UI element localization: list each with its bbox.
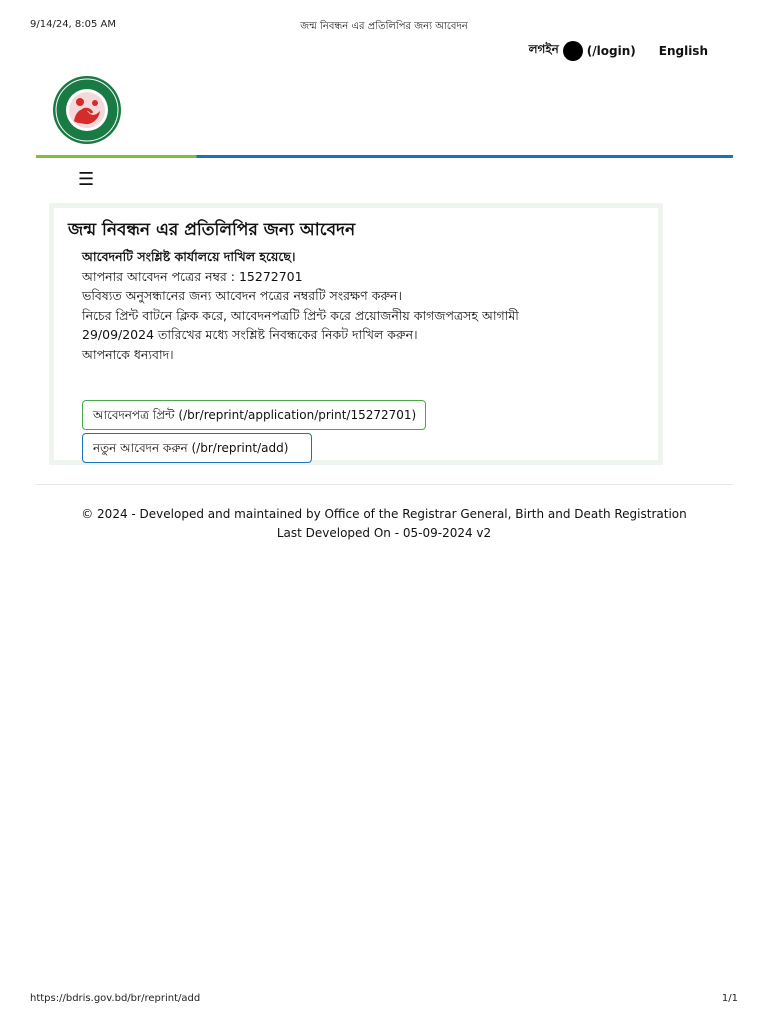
menu-icon[interactable]: ☰ <box>78 169 95 190</box>
card-title: জন্ম নিবন্ধন এর প্রতিলিপির জন্য আবেদন <box>68 220 356 240</box>
login-link[interactable] <box>529 41 636 61</box>
site-footer <box>0 505 768 543</box>
language-toggle[interactable]: English <box>658 44 708 58</box>
thank-you-text: আপনাকে ধন্যবাদ। <box>82 346 174 362</box>
application-number: আপনার আবেদন পত্রের নম্বর : 15272701 <box>82 268 303 284</box>
new-application-button[interactable]: নতুন আবেদন করুন (/br/reprint/add) <box>82 433 312 463</box>
submitted-notice: আবেদনটি সংশ্লিষ্ট কার্যালয়ে দাখিল হয়েছে। <box>82 249 296 264</box>
save-number-notice: ভবিষ্যত অনুসন্ধানের জন্য আবেদন পত্রের নম্বরটি সংরক্ষণ করুন। <box>82 288 402 303</box>
print-application-button[interactable]: আবেদনপত্র প্রিন্ট (/br/reprint/application/print/15272701) <box>82 400 426 430</box>
deadline-instruction: 29/09/2024 তারিখের মধ্যে সংশ্লিষ্ট নিবন্ধকের নিকট দাখিল করুন। <box>82 327 418 342</box>
confirmation-message <box>82 247 652 364</box>
login-label: লগইন <box>528 42 559 56</box>
bdris-logo[interactable] <box>52 75 122 145</box>
footer-divider <box>36 484 733 485</box>
last-developed-text: Last Developed On - 05-09-2024 v2 <box>276 526 492 540</box>
application-result-card <box>49 203 663 465</box>
top-nav <box>529 41 708 61</box>
seal-logo-icon <box>52 75 122 145</box>
print-datetime: 9/14/24, 8:05 AM <box>30 19 117 30</box>
login-href: (/login) <box>586 44 636 58</box>
print-instruction: নিচের প্রিন্ট বাটনে ক্লিক করে, আবেদনপত্রটি প্রিন্ট করে প্রয়োজনীয় কাগজপত্রসহ আগামী <box>82 307 519 323</box>
print-page-number: 1/1 <box>721 993 738 1004</box>
print-page-title: জন্ম নিবন্ধন এর প্রতিলিপির জন্য আবেদন <box>300 21 468 32</box>
brand-color-bar <box>36 155 733 158</box>
copyright-text: © 2024 - Developed and maintained by Office of the Registrar General, Birth and Death Registration <box>81 507 687 521</box>
print-url: https://bdris.gov.bd/br/reprint/add <box>30 993 201 1004</box>
user-icon <box>563 41 583 61</box>
